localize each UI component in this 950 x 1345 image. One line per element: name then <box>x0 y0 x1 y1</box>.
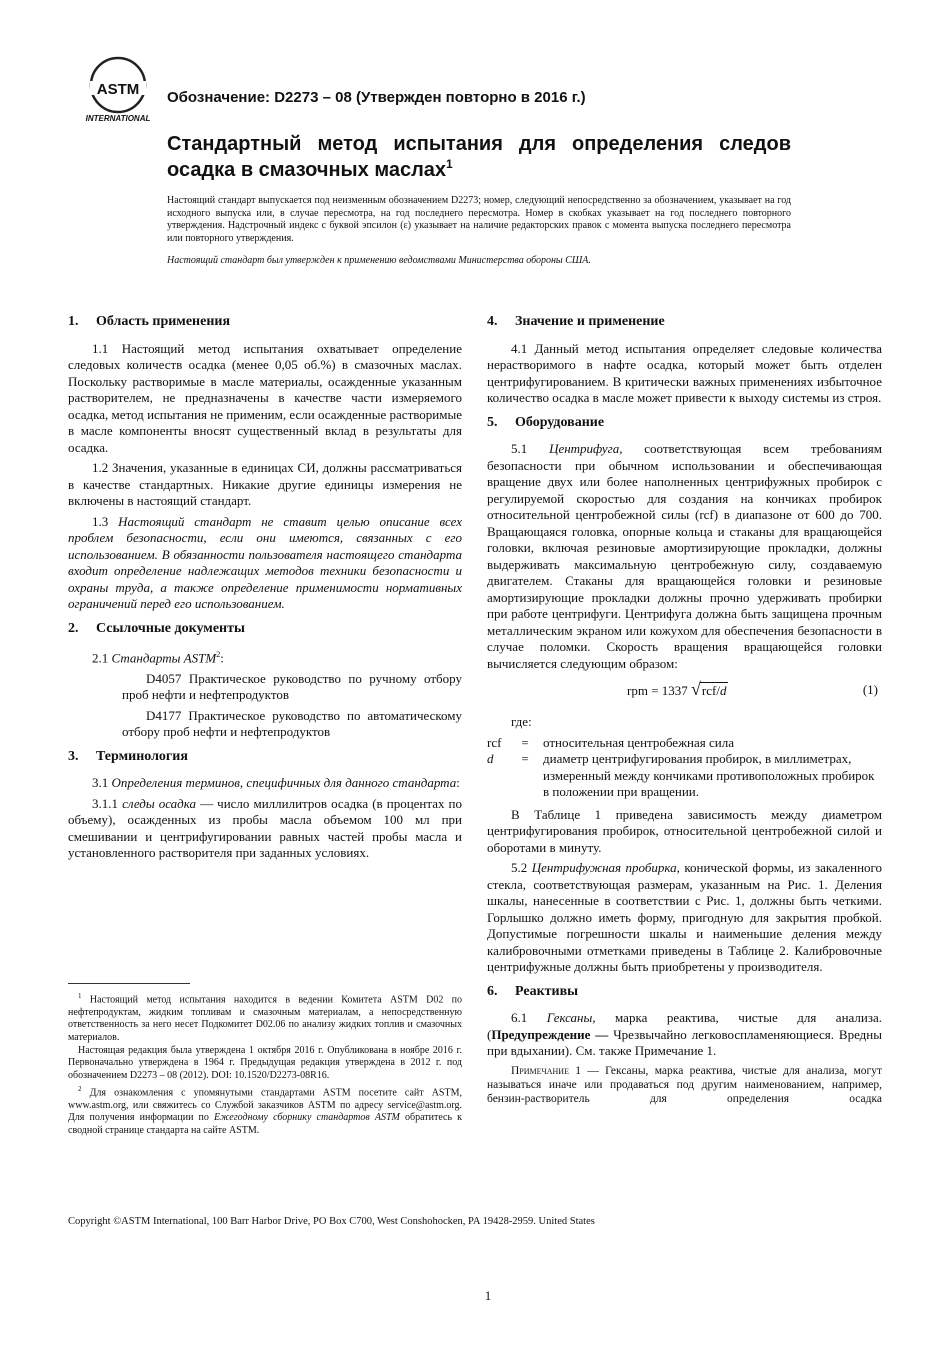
equation-number: (1) <box>862 682 878 697</box>
logo-letters: ASTM <box>96 81 140 98</box>
paragraph: 1.1 Настоящий метод испытания охватывает определение следовых количеств осадка (менее 0,05 об.%) в смазочных маслах. Поскольку растворимые в масле материалы, осажденные указанным растворителем, не предназначены в качестве части измеряемого осадка, метод испытания не применим, если осажденные растворимые в масле компоненты вносят существенный вклад в результаты для осадка. <box>68 340 462 455</box>
paragraph: 6.1 Гексаны, марка реактива, чистые для анализа. (Предупреждение — Чрезвычайно легковоспламеняющиеся. Вредны при вдыхании). См. также Примечание 1. <box>487 1010 883 1058</box>
paragraph: 1.3 Настоящий стандарт не ставит целью описание всех проблем безопасности, если они имеются, связанных с его использованием. В обязанности пользователя настоящего стандарта входит определение надлежащих методов техники безопасности и охраны труда, а также определение применимости нормативных ограничений перед его использованием. <box>68 513 462 611</box>
document-title <box>167 131 791 183</box>
definition-row: d = диаметр центрифугирования пробирок, в миллиметрах, измеренный между кончиками противоположных пробирок в положении при вращении. <box>487 751 875 799</box>
title-text: Стандартный метод испытания для определения следов осадка в смазочных маслах <box>167 133 791 181</box>
section-heading: 3. Терминология <box>68 748 188 764</box>
left-column <box>68 306 462 866</box>
approval-note: Настоящий стандарт был утвержден к применению ведомствами Министерства обороны США. <box>167 255 591 266</box>
radical-sign-icon: √ <box>691 679 701 699</box>
footnotes <box>68 990 462 1138</box>
paragraph: 4.1 Данный метод испытания определяет следовые количества нерастворимого в нафте осадка, который может быть отделен центрифугированием. В критически важных применениях избыточное количество осадка в масле может привести к выходу системы из строя. <box>487 340 882 405</box>
reference-item: D4057 Практическое руководство по ручному отбору проб нефти и нефтепродуктов <box>122 670 462 703</box>
where-label: где: <box>511 714 532 729</box>
paragraph: 5.2 Центрифужная пробирка, конической формы, из закаленного стекла, соответствующая размерам, указанным на Рис. 1. Деления шкалы, нанесенные в соответствии с Рис. 1, должны быть четкими. Горлышко должно иметь форму, пригодную для закрытия пробкой. Допустимые погрешности шкалы и наименьшие деления между калибровочными отметками приведены в Таблице 2. Калибровочные центрифужные должны быть приобретены у производителя. <box>487 860 883 974</box>
paragraph: В Таблице 1 приведена зависимость между диаметром центрифугирования пробирок, относительной центробежной силой и оборотами в минуту. <box>487 806 882 855</box>
footnote: Настоящая редакция была утверждена 1 октября 2016 г. Опубликована в ноябре 2016 г. Первоначально утверждена в 1964 г. Предыдущая редакция утверждена в 2012 г. под обозначением D2273 – 08 (2012). DOI: 10.1520/D2273-08R16. <box>68 1044 462 1081</box>
paragraph: 5.1 Центрифуга, соответствующая всем требованиям безопасности при обычном использовании и обеспечивающая вращение двух или более наполненных центрифужных пробирок с регулируемой скоростью для создания на кончиках пробирок относительной центробежной силы (rcf) в диапазоне от 600 до 700. Вращающаяся головка, опорные кольца и стаканы для вращающейся головки, включая резиновые амортизирующие прокладки, должны выдерживать максимальную центробежную силу, создаваемую двигателем. Стаканы для вращающейся головки и резиновые амортизирующие прокладки должны прочно удерживать пробирки при работе центрифуги. Центрифуга должна быть защищена прочным металлическим экраном или кожухом для обеспечения безопасности в случае поломки. Скорость вращения вращающейся головки вычисляется следующим образом: <box>487 441 883 671</box>
paragraph: 3.1.1 следы осадка — число миллилитров осадка (в процентах по объему), осажденных из пробы масла объемом 100 мл при смешивании и центрифугировании равных частей пробы масла и установленного растворителя при заданных условиях. <box>68 795 463 861</box>
astm-logo <box>76 55 160 125</box>
equation-expression: rpm = 1337 √rcf/d <box>627 679 727 699</box>
footnote-divider <box>68 983 190 984</box>
section-heading: 6. Реактивы <box>487 983 579 999</box>
definition-row: rcf = относительная центробежная сила <box>487 734 735 750</box>
paragraph: 3.1 Определения терминов, специфичных для данного стандарта: <box>92 775 460 791</box>
issue-note: Настоящий стандарт выпускается под неизменным обозначением D2273; номер, следующий непосредственно за обозначением, указывает на год исходного выпуска или, в случае пересмотра, на год последнего пересмотра. Номер в скобках указывает на год последнего повторного утверждения. Надстрочный индекс с буквой эпсилон (ε) указывает на наличие редакторских правок с момента выпуска последнего пересмотра или повторного утверждения. <box>167 195 791 244</box>
footnote: $^1$ Настоящий метод испытания находится в ведении Комитета ASTM D02 по нефтепродуктам, жидким топливам и смазочным материалам, а непосредственную ответственность за него несет Подкомитет D02.06 по анализу жидких топлив и смазочных материалов. <box>68 992 463 1043</box>
copyright: Copyright ©ASTM International, 100 Barr Harbor Drive, PO Box C700, West Conshohocken, PA 19428-2959. United States <box>68 1216 595 1227</box>
footnote: $^2$ Для ознакомления с упомянутыми стандартами ASTM посетите сайт ASTM, www.astm.org, или свяжитесь со Службой заказчиков ASTM по адресу service@astm.org. Для получения информации по Ежегодному сборнику стандартов ASTM обратитесь к сводной странице стандарта на сайте ASTM. <box>68 1085 463 1136</box>
title-footnote-mark: 1 <box>446 157 453 171</box>
section-heading: 4. Значение и применение <box>487 314 665 329</box>
page-number: 1 <box>484 1288 492 1303</box>
section-heading: 2. Ссылочные документы <box>68 620 245 636</box>
logo-caption: INTERNATIONAL <box>85 114 151 123</box>
astm-logo-graphic <box>76 55 160 125</box>
section-heading: 1. Область применения <box>68 314 231 329</box>
reference-item: D4177 Практическое руководство по автоматическому отбору проб нефти и нефтепродуктов <box>122 707 462 740</box>
note: Примечание 1 — Гексаны, марка реактива, чистые для анализа, могут называться иначе или продаваться под другим наименованием, например, бензин-растворитель для определения осадка <box>487 1064 882 1105</box>
designation: Обозначение: D2273 – 08 (Утвержден повторно в 2016 г.) <box>167 89 586 106</box>
paragraph: 2.1 Стандарты ASTM$^2$: <box>92 650 224 666</box>
right-column <box>487 306 882 1110</box>
equation <box>487 678 882 710</box>
paragraph: 1.2 Значения, указанные в единицах СИ, должны рассматриваться в качестве стандартных. Никакие другие единицы измерения не включены в настоящий стандарт. <box>68 460 462 508</box>
section-heading: 5. Оборудование <box>487 414 605 430</box>
